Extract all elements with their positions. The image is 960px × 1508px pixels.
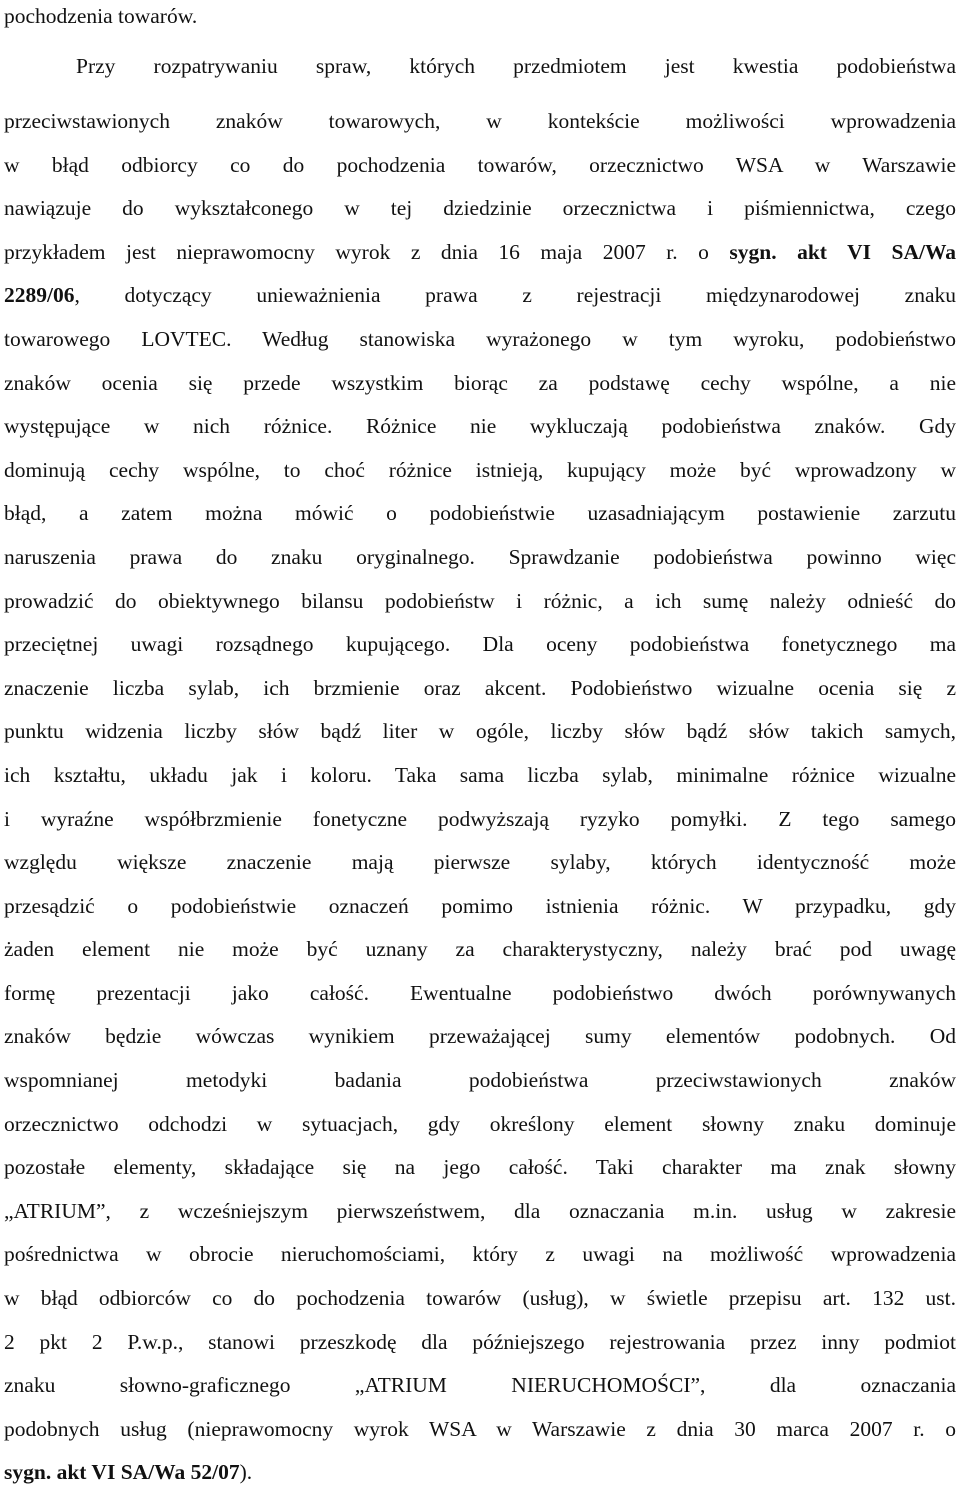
paragraph-line: pośrednictwa w obrocie nieruchomościami, który z uwagi na możliwość wprowadzenia [4,1242,956,1267]
paragraph-line: orzecznictwo odchodzi w sytuacjach, gdy określony element słowny znaku dominuje [4,1111,956,1136]
paragraph-line: punktu widzenia liczby słów bądź liter w ogóle, liczby słów bądź słów takich samych, [4,719,956,744]
paragraph-line: dominują cechy wspólne, to choć różnice istnieją, kupujący może być wprowadzony w [4,457,956,482]
paragraph-line: względu większe znaczenie mają pierwsze sylaby, których identyczność może [4,850,956,875]
paragraph-line: i wyraźne współbrzmienie fonetyczne podwyższają ryzyko pomyłki. Z tego samego [4,806,956,831]
paragraph-line: w błąd odbiorców co do pochodzenia towarów (usług), w świetle przepisu art. 132 ust. [4,1286,956,1311]
paragraph-line: błąd, a zatem można mówić o podobieństwie uzasadniającym postawienie zarzutu [4,501,956,526]
text-segment: przykładem jest nieprawomocny wyrok z dnia 16 maja 2007 r. o [4,239,730,264]
paragraph-line [4,274,956,318]
paragraph-line: występujące w nich różnice. Różnice nie wykluczają podobieństwa znaków. Gdy [4,414,956,439]
paragraph-line: znaków ocenia się przede wszystkim biorąc za podstawę cechy wspólne, a nie [4,370,956,395]
paragraph-line: przesądzić o podobieństwie oznaczeń pomimo istnienia różnic. W przypadku, gdy [4,893,956,918]
paragraph-line: towarowego LOVTEC. Według stanowiska wyrażonego w tym wyroku, podobieństwo [4,326,956,351]
paragraph-line: prowadzić do obiektywnego bilansu podobieństw i różnic, a ich sumę należy odnieść do [4,588,956,613]
paragraph-line: żaden element nie może być uznany za charakterystyczny, należy brać pod uwagę [4,937,956,962]
bold-reference: sygn. akt VI SA/Wa 52/07 [4,1460,240,1485]
paragraph-line [4,231,956,275]
paragraph-line: formę prezentacji jako całość. Ewentualne podobieństwo dwóch porównywanych [4,980,956,1005]
paragraph-line: naruszenia prawa do znaku oryginalnego. Sprawdzanie podobieństwa powinno więc [4,544,956,569]
paragraph-line: pochodzenia towarów. [4,4,198,28]
paragraph-line: znaczenie liczba sylab, ich brzmienie oraz akcent. Podobieństwo wizualne ocenia się z [4,675,956,700]
bold-reference: sygn. akt VI SA/Wa [729,239,957,264]
paragraph-line [4,1451,956,1495]
text-segment: , dotyczący unieważnienia prawa z rejestracji międzynarodowej znaku [74,283,956,308]
paragraph-line: podobnych usług (nieprawomocny wyrok WSA w Warszawie z dnia 30 marca 2007 r. o [4,1416,956,1441]
bold-reference: 2289/06 [4,283,75,308]
paragraph-line: 2 pkt 2 P.w.p., stanowi przeszkodę dla późniejszego rejestrowania przez inny podmiot [4,1329,956,1354]
paragraph-line: nawiązuje do wykształconego w tej dziedzinie orzecznictwa i piśmiennictwa, czego [4,196,956,221]
paragraph-line: przeciętnej uwagi rozsądnego kupującego. Dla oceny podobieństwa fonetycznego ma [4,632,956,657]
paragraph-line: wspomnianej metodyki badania podobieństwa przeciwstawionych znaków [4,1068,956,1093]
paragraph-line: „ATRIUM”, z wcześniejszym pierwszeństwem, dla oznaczania m.in. usług w zakresie [4,1198,956,1223]
paragraph-line: znaków będzie wówczas wynikiem przeważającej sumy elementów podobnych. Od [4,1024,956,1049]
text-segment: ). [239,1460,253,1485]
paragraph-line: znaku słowno-graficznego „ATRIUM NIERUCHOMOŚCI”, dla oznaczania [4,1373,956,1398]
document-page [4,0,956,1495]
paragraph-line: Przy rozpatrywaniu spraw, których przedmiotem jest kwestia podobieństwa [76,54,956,78]
paragraph-line: w błąd odbiorcy co do pochodzenia towarów, orzecznictwo WSA w Warszawie [4,152,956,177]
paragraph-line: pozostałe elementy, składające się na jego całość. Taki charakter ma znak słowny [4,1155,956,1180]
paragraph-line: ich kształtu, układu jak i koloru. Taka sama liczba sylab, minimalne różnice wizualne [4,762,956,787]
paragraph-line: przeciwstawionych znaków towarowych, w kontekście możliwości wprowadzenia [4,109,956,133]
